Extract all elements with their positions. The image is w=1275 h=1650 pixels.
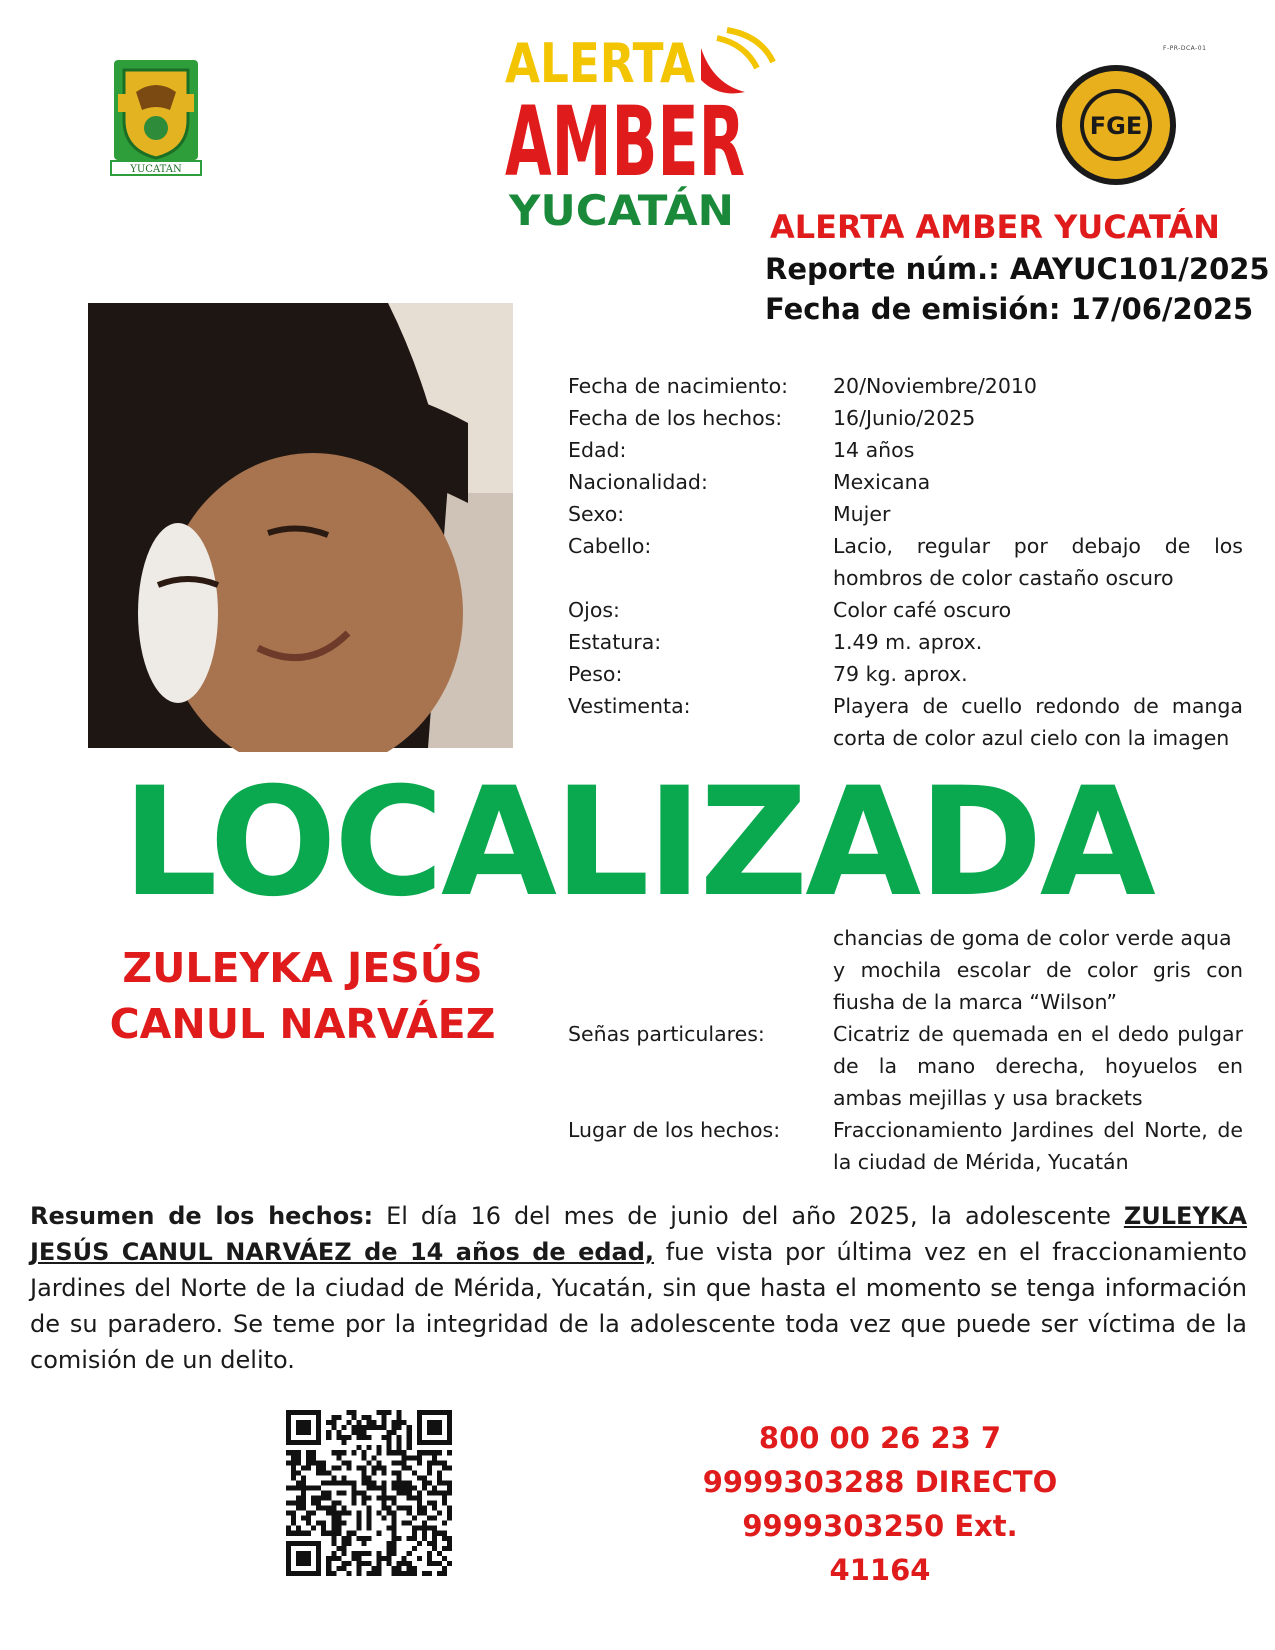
detail-row [568, 530, 1243, 594]
phone-hotline: 800 00 26 23 7 [758, 1421, 1002, 1455]
detail-row [568, 466, 1243, 498]
detail-value: Lacio, regular por debajo de los hombros de color castaño oscuro [833, 534, 1243, 590]
name-line2: CANUL NARVÁEZ [109, 1000, 496, 1048]
detail-label: Fecha de los hechos: [568, 406, 783, 430]
detail-value: Fraccionamiento Jardines del Norte, de la ciudad de Mérida, Yucatán [833, 1118, 1243, 1174]
shield-label: YUCATAN [130, 164, 182, 175]
qr-code[interactable] [286, 1410, 452, 1576]
yucatan-shield-logo [110, 58, 202, 178]
detail-label: Lugar de los hechos: [568, 1118, 781, 1142]
details-table [568, 370, 1243, 754]
person-photo [88, 303, 513, 748]
detail-row [568, 498, 1243, 530]
phone-extension: 9999303250 Ext. 41164 [742, 1509, 1018, 1587]
detail-label: Ojos: [568, 598, 620, 622]
detail-value: Mujer [833, 502, 891, 526]
form-code: F-PR-DCA-01 [1163, 45, 1207, 52]
detail-value: Color café oscuro [833, 598, 1012, 622]
summary-emphasis: ZULEYKA JESÚS CANUL NARVÁEZ de 14 años de edad, [30, 1202, 1247, 1266]
detail-value: chancias de goma de color verde aqua [833, 926, 1232, 950]
detail-row [568, 370, 1243, 402]
detail-value: 16/Junio/2025 [833, 406, 976, 430]
detail-row [568, 658, 1243, 690]
detail-value: 79 kg. aprox. [833, 662, 968, 686]
detail-value: Cicatriz de quemada en el dedo pulgar de la mano derecha, hoyuelos en ambas mejillas y usa brackets [833, 1022, 1243, 1110]
logo-line3: YUCATÁN [509, 186, 727, 235]
logo-line1: ALERTA [505, 32, 696, 95]
portrait-illustration [88, 303, 513, 748]
person-name [70, 940, 535, 1052]
logo-line2: AMBER [505, 86, 745, 198]
report-number: Reporte núm.: AAYUC101/2025 [765, 252, 1270, 286]
header-title: ALERTA AMBER YUCATÁN [770, 208, 1220, 246]
detail-label: Sexo: [568, 502, 625, 526]
detail-row [568, 1114, 1243, 1178]
detail-label: Vestimenta: [568, 694, 691, 718]
detail-value: 14 años [833, 438, 915, 462]
detail-row [568, 922, 1243, 954]
summary-paragraph [30, 1198, 1247, 1378]
phone-direct: 9999303288 DIRECTO [702, 1465, 1058, 1499]
detail-row [568, 402, 1243, 434]
detail-label: Peso: [568, 662, 623, 686]
summary-part1: El día 16 del mes de junio del año 2025, la adolescente [373, 1202, 1124, 1230]
status-stamp: LOCALIZADA [122, 756, 1153, 930]
detail-label [568, 954, 833, 1018]
detail-value: Playera de cuello redondo de manga corta de color azul cielo con la imagen [833, 694, 1243, 750]
detail-value: 20/Noviembre/2010 [833, 374, 1037, 398]
issue-date: Fecha de emisión: 17/06/2025 [765, 292, 1254, 326]
fge-label: FGE [1089, 112, 1143, 140]
detail-row [568, 434, 1243, 466]
detail-label: Cabello: [568, 534, 652, 558]
detail-label: Señas particulares: [568, 1022, 765, 1046]
detail-label: Nacionalidad: [568, 470, 708, 494]
detail-value: y mochila escolar de color gris con fiusha de la marca “Wilson” [833, 958, 1243, 1014]
detail-label: Estatura: [568, 630, 662, 654]
detail-row [568, 594, 1243, 626]
detail-label [568, 922, 833, 954]
name-line1: ZULEYKA JESÚS [122, 944, 483, 992]
detail-row [568, 626, 1243, 658]
detail-label: Edad: [568, 438, 627, 462]
detail-label: Fecha de nacimiento: [568, 374, 789, 398]
alerta-amber-logo [505, 20, 780, 235]
detail-value: Mexicana [833, 470, 931, 494]
detail-row [568, 1018, 1243, 1114]
detail-row [568, 954, 1243, 1018]
summary-lead: Resumen de los hechos: [30, 1202, 374, 1230]
fge-seal-logo [1054, 63, 1178, 187]
contact-phones [690, 1416, 1070, 1592]
detail-row [568, 690, 1243, 754]
details-table-continued [568, 922, 1243, 1178]
detail-value: 1.49 m. aprox. [833, 630, 983, 654]
summary-part2: fue vista por última vez en el fraccionamiento Jardines del Norte de la ciudad de Mérida, Yucatán, sin que hasta el momento se tenga información de su paradero. Se teme por la integridad de la adolescente toda vez que puede ser víctima de la comisión de un delito. [30, 1238, 1247, 1374]
